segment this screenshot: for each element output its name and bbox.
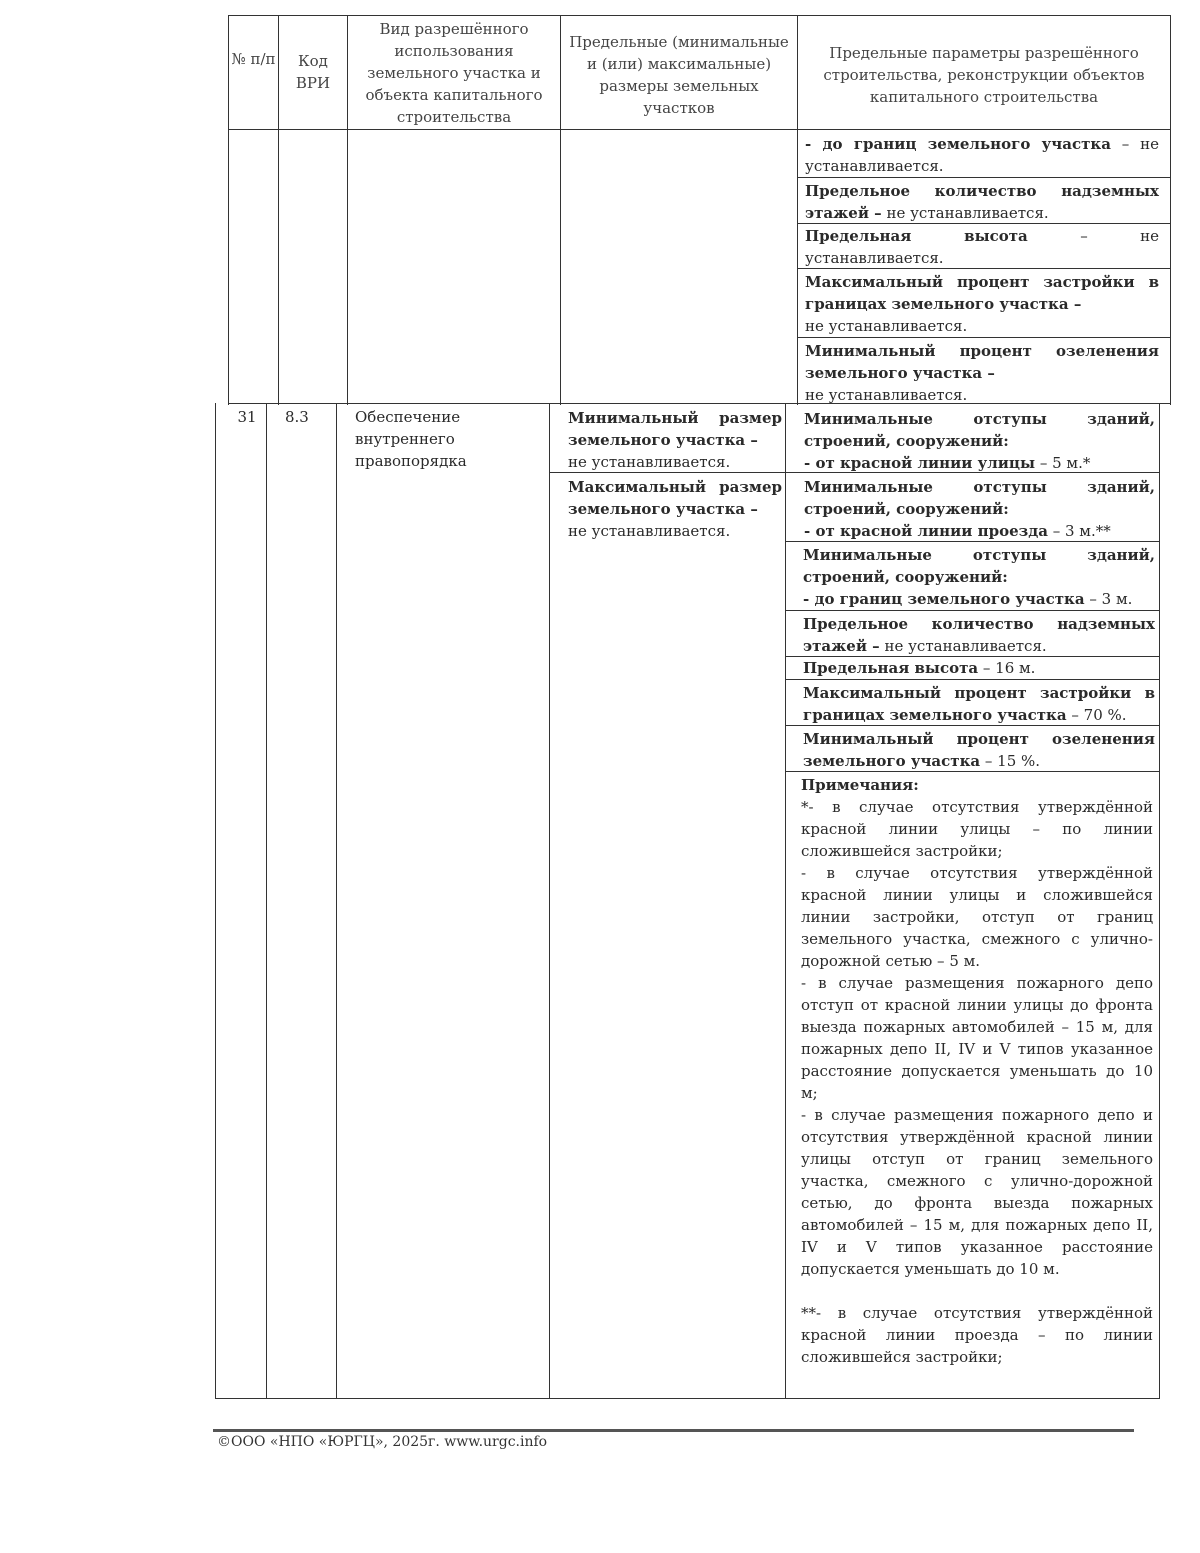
size-min-bold: Минимальный размер земельного участка – (568, 409, 782, 449)
param-text: – 70 %. (1066, 706, 1127, 724)
param-bold: Предельная высота (803, 659, 979, 677)
param-bold: Максимальный процент застройки в границах земельного участка (803, 684, 1155, 724)
param-text: – не устанавливается. (805, 135, 1159, 175)
header-use: Вид разрешённого использования земельного участка и объекта капитального строительства (365, 20, 543, 126)
row-number: 31 (237, 408, 257, 426)
col-line-2 (347, 15, 348, 405)
param-bold: Минимальные отступы зданий, строений, сооружений: (804, 478, 1155, 518)
param-text: не устанавливается. (881, 204, 1049, 222)
col-line-4 (797, 15, 798, 405)
param-1 (804, 408, 1155, 474)
size-max-bold: Максимальный размер земельного участка – (568, 478, 782, 518)
note-item: **- в случае отсутствия утверждённой красной линии проезда – по линии сложившейся застройки; (801, 1304, 1153, 1366)
row-code: 8.3 (285, 408, 309, 426)
notes-title: Примечания: (801, 776, 919, 794)
param-bold: Минимальные отступы зданий, строений, сооружений: (804, 410, 1155, 450)
param-continued-5 (805, 340, 1159, 406)
col-line-4b (785, 403, 786, 1399)
col-line-3b (549, 403, 550, 1399)
header-num: № п/п (231, 50, 276, 68)
param-text: не устанавливается. (805, 386, 968, 404)
param-text: – не устанавливается. (805, 227, 1159, 267)
param-bold: Минимальные отступы зданий, строений, сооружений: (803, 546, 1155, 586)
size-min (568, 407, 782, 473)
param-bold2: - от красной линии проезда (804, 522, 1048, 540)
param-continued-4 (805, 271, 1159, 337)
param-text: – 5 м.* (1035, 454, 1091, 472)
table-border-top (228, 15, 1170, 16)
param-bold2: - от красной линии улицы (804, 454, 1036, 472)
param-bold: Предельное количество надземных этажей – (803, 615, 1155, 655)
note-item: - в случае размещения пожарного депо и отсутствия утверждённой красной линии улицы отступ от границ земельного участка, смежного с улично-дорожной сетью, до фронта выезда пожарных автомобилей – 15 м, для пожарных депо II, IV и V типов указанное расстояние допускается уменьшать до 10 м. (801, 1106, 1153, 1278)
param-text: – 16 м. (978, 659, 1036, 677)
footer-rule (213, 1429, 1134, 1432)
param-4 (803, 613, 1155, 657)
note-item: - в случае отсутствия утверждённой красной линии улицы и сложившейся линии застройки, отступ от границ земельного участка, смежного с улично-дорожной сетью – 5 м. (801, 864, 1153, 970)
param-5 (803, 657, 1155, 679)
param-text: не устанавливается. (879, 637, 1047, 655)
table-border-left-lower (215, 403, 216, 1399)
param-text: – 3 м.** (1047, 522, 1111, 540)
param-2 (804, 476, 1155, 542)
param-divider (797, 337, 1170, 338)
param-continued-1 (805, 133, 1159, 177)
col-line-2b (336, 403, 337, 1399)
col-line-1 (278, 15, 279, 405)
table-border-left (228, 15, 229, 405)
param-bold2: - до границ земельного участка (803, 590, 1085, 608)
table-header-bottom (228, 129, 1170, 130)
table-border-right-lower (1159, 403, 1160, 1399)
param-bold: Предельное количество надземных этажей – (805, 182, 1159, 222)
table-border-bottom (215, 1398, 1159, 1399)
param-bold: Минимальный процент озеленения земельного участка – (805, 342, 1159, 382)
col-line-3 (560, 15, 561, 405)
size-max (568, 476, 782, 542)
size-min-text: не устанавливается. (568, 453, 731, 471)
col-line-1b (266, 403, 267, 1399)
param-text: – 15 %. (980, 752, 1041, 770)
row-use: Обеспечение внутреннего правопорядка (355, 408, 467, 470)
note-item: *- в случае отсутствия утверждённой красной линии улицы – по линии сложившейся застройки; (801, 798, 1153, 860)
size-max-text: не устанавливается. (568, 522, 731, 540)
param-continued-3 (805, 225, 1159, 269)
param-continued-2 (805, 180, 1159, 224)
notes-block (801, 774, 1153, 1368)
param-text: – 3 м. (1084, 590, 1133, 608)
param-bold: - до границ земельного участка (805, 135, 1111, 153)
param-divider (785, 679, 1159, 680)
param-7 (803, 728, 1155, 772)
header-params: Предельные параметры разрешённого строительства, реконструкции объектов капитального строительства (823, 44, 1145, 106)
note-item: - в случае размещения пожарного депо отступ от красной линии улицы до фронта выезда пожарных автомобилей – 15 м, для пожарных депо II, IV и V типов указанное расстояние допускается уменьшать до 10 м; (801, 974, 1153, 1102)
param-divider (785, 610, 1159, 611)
footer-copyright: ©ООО «НПО «ЮРГЦ», 2025г. www.urgc.info (217, 1434, 548, 1450)
table-border-right (1170, 15, 1171, 405)
param-divider (797, 177, 1170, 178)
param-bold: Максимальный процент застройки в границах земельного участка – (805, 273, 1159, 313)
param-bold: Минимальный процент озеленения земельного участка (803, 730, 1155, 770)
param-3 (803, 544, 1155, 610)
param-6 (803, 682, 1155, 726)
header-code: Код ВРИ (295, 52, 331, 92)
header-size: Предельные (минимальные и (или) максимальные) размеры земельных участков (569, 33, 789, 117)
param-text: не устанавливается. (805, 317, 968, 335)
param-bold: Предельная высота (805, 227, 1028, 245)
